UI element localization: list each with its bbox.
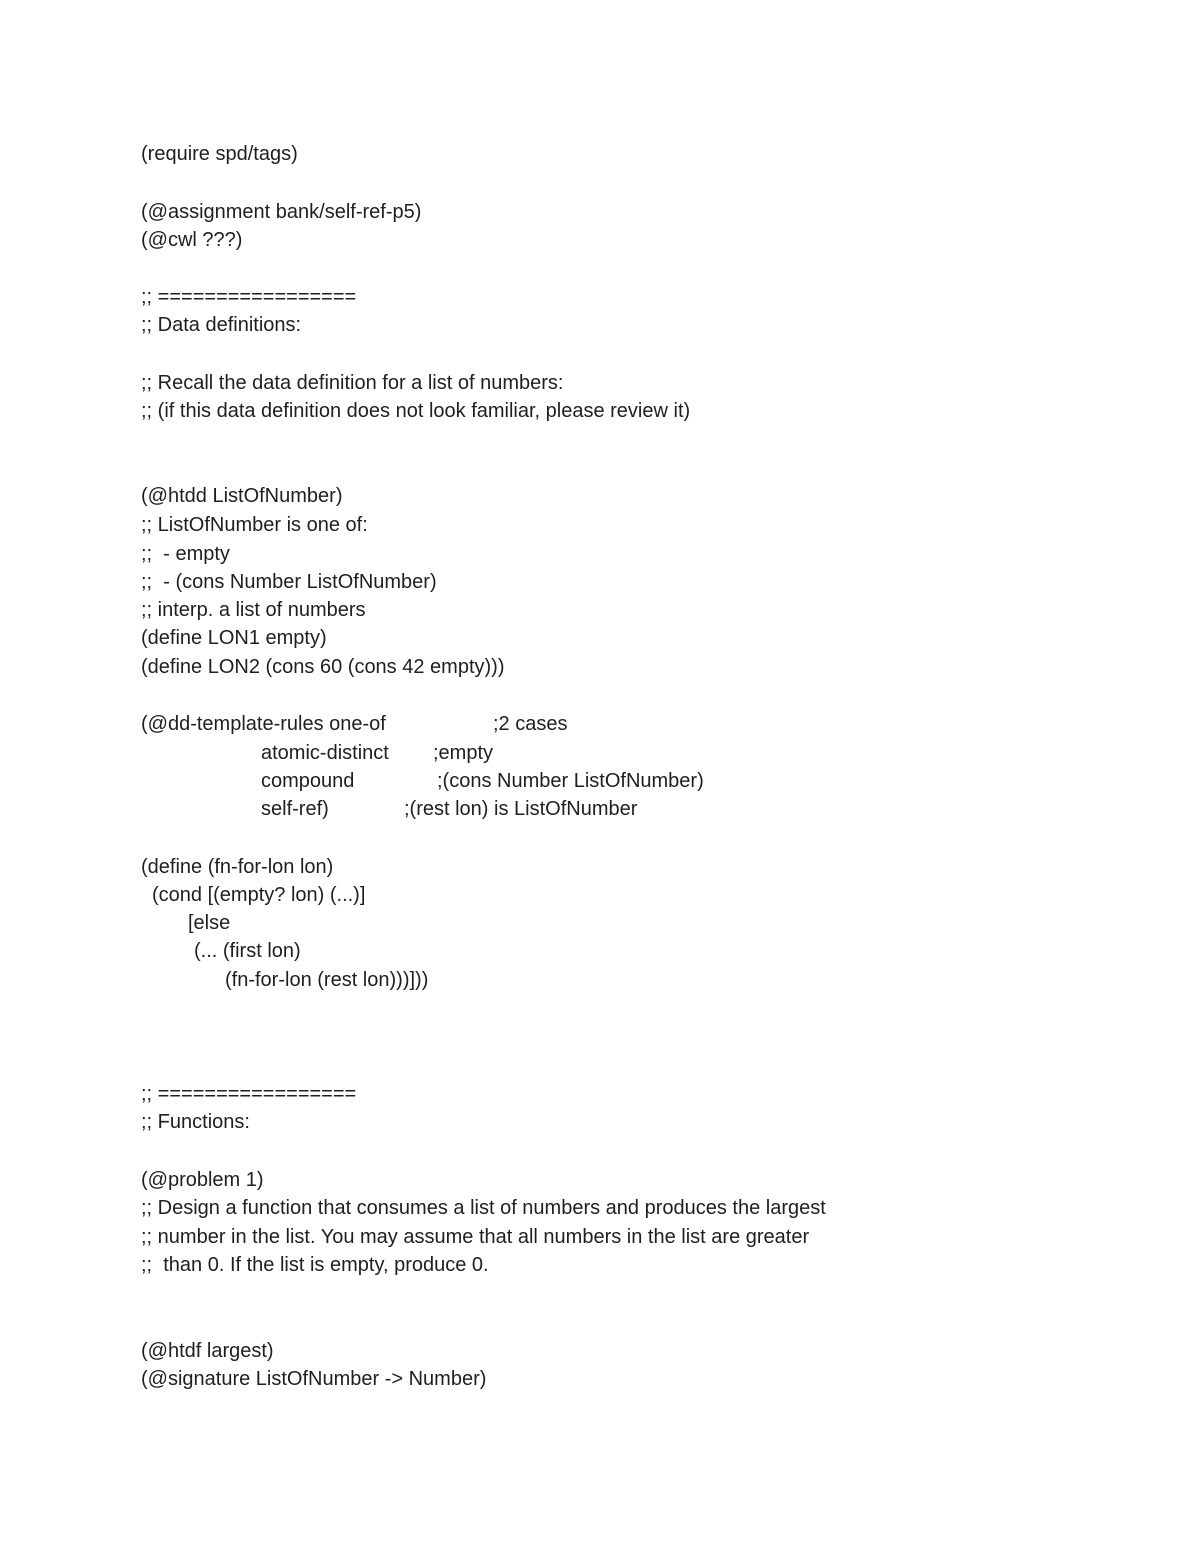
comment-line: ;; than 0. If the list is empty, produce 0.: [141, 1254, 489, 1276]
code-line-rule: atomic-distinct: [261, 742, 389, 764]
comment-line: ;; Recall the data definition for a list of numbers:: [141, 372, 564, 394]
code-comment: ;empty: [433, 742, 494, 764]
code-line-signature: (@signature ListOfNumber -> Number): [141, 1368, 487, 1390]
code-line-first: (... (first lon): [194, 940, 301, 962]
code-line-problem: (@problem 1): [141, 1169, 264, 1191]
comment-line: ;; interp. a list of numbers: [141, 599, 366, 621]
code-line-dd-template-rules: (@dd-template-rules one-of: [141, 713, 386, 735]
code-line-define-fn: (define (fn-for-lon lon): [141, 856, 334, 878]
comment-line: ;; ListOfNumber is one of:: [141, 514, 368, 536]
comment-line: ;; - (cons Number ListOfNumber): [141, 571, 437, 593]
code-line-define-lon1: (define LON1 empty): [141, 627, 327, 649]
code-line-recursion: (fn-for-lon (rest lon)))])): [225, 969, 429, 991]
section-heading-data-definitions: ;; Data definitions:: [141, 314, 302, 336]
section-heading-functions: ;; Functions:: [141, 1111, 250, 1133]
comment-line: ;; - empty: [141, 543, 230, 565]
comment-line: ;; number in the list. You may assume that all numbers in the list are greater: [141, 1226, 810, 1248]
code-line-cwl: (@cwl ???): [141, 229, 243, 251]
code-line-rule: self-ref): [261, 798, 329, 820]
comment-line: ;; (if this data definition does not look familiar, please review it): [141, 400, 691, 422]
code-comment: ;(cons Number ListOfNumber): [437, 770, 704, 792]
code-line-htdd: (@htdd ListOfNumber): [141, 485, 343, 507]
code-line-require: (require spd/tags): [141, 143, 298, 165]
section-separator: ;; =================: [141, 1083, 357, 1105]
code-line-htdf: (@htdf largest): [141, 1340, 274, 1362]
code-line-define-lon2: (define LON2 (cons 60 (cons 42 empty))): [141, 656, 505, 678]
code-comment: ;2 cases: [493, 713, 568, 735]
code-line-else: [else: [188, 912, 231, 934]
code-line-cond: (cond [(empty? lon) (...)]: [152, 884, 366, 906]
section-separator: ;; =================: [141, 286, 357, 308]
comment-line: ;; Design a function that consumes a list of numbers and produces the largest: [141, 1197, 826, 1219]
code-line-assignment: (@assignment bank/self-ref-p5): [141, 201, 422, 223]
code-comment: ;(rest lon) is ListOfNumber: [404, 798, 638, 820]
code-line-rule: compound: [261, 770, 355, 792]
